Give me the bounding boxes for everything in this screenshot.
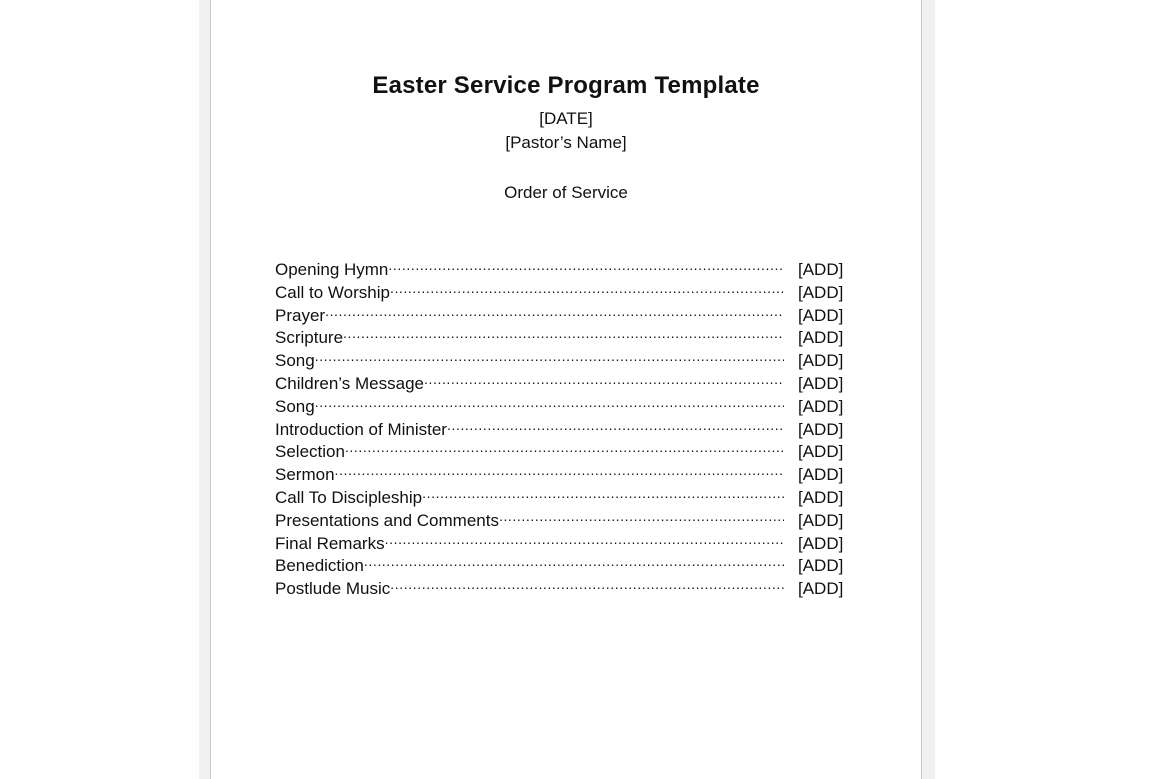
service-item-value: [ADD] xyxy=(798,373,844,393)
service-item-label: Prayer xyxy=(275,305,326,325)
date-placeholder: [DATE] xyxy=(539,109,593,128)
page-title: Easter Service Program Template xyxy=(372,72,760,99)
service-item-label: Call to Worship xyxy=(275,282,390,302)
pastor-name-placeholder: [Pastor’s Name] xyxy=(505,133,627,152)
service-item xyxy=(275,278,844,301)
service-item-label: Final Remarks xyxy=(275,533,385,553)
service-item xyxy=(275,460,844,483)
dot-leader xyxy=(388,257,784,277)
service-item-label: Song xyxy=(275,351,315,371)
order-of-service-heading: Order of Service xyxy=(504,183,628,202)
service-item-label: Opening Hymn xyxy=(275,260,389,279)
service-item-value: [ADD] xyxy=(798,579,844,599)
service-item-value: [ADD] xyxy=(798,487,844,507)
service-item xyxy=(275,506,844,529)
service-item xyxy=(275,369,844,392)
service-item-value: [ADD] xyxy=(798,305,844,325)
service-item-label: Children’s Message xyxy=(275,373,424,393)
service-item-value: [ADD] xyxy=(798,556,844,576)
service-item-label: Song xyxy=(275,396,315,416)
service-item xyxy=(275,483,844,506)
dot-leader xyxy=(385,531,784,551)
service-item-label: Benediction xyxy=(275,556,364,576)
service-item-value: [ADD] xyxy=(798,510,844,530)
dot-leader xyxy=(345,439,784,459)
service-item-value: [ADD] xyxy=(798,465,844,485)
service-item-value: [ADD] xyxy=(798,260,844,279)
dot-leader xyxy=(343,325,784,345)
order-of-service-list xyxy=(275,255,844,597)
service-item xyxy=(275,437,844,460)
document-page[interactable] xyxy=(210,0,922,779)
dot-leader xyxy=(447,417,784,437)
service-item-value: [ADD] xyxy=(798,533,844,553)
service-item-label: Postlude Music xyxy=(275,579,391,599)
service-item-label: Presentations and Comments xyxy=(275,510,499,530)
dot-leader xyxy=(390,576,784,596)
dot-leader xyxy=(315,394,784,414)
service-item xyxy=(275,301,844,324)
service-item xyxy=(275,529,844,552)
service-item-label: Introduction of Minister xyxy=(275,419,447,439)
service-item-value: [ADD] xyxy=(798,351,844,371)
service-item-label: Scripture xyxy=(275,328,344,348)
service-item xyxy=(275,551,844,574)
dot-leader xyxy=(364,553,784,573)
service-item-label: Call To Discipleship xyxy=(275,487,423,507)
service-item-label: Selection xyxy=(275,442,345,462)
service-item-value: [ADD] xyxy=(798,396,844,416)
dot-leader xyxy=(335,462,784,482)
service-item xyxy=(275,574,844,597)
service-item-label: Sermon xyxy=(275,465,335,485)
dot-leader xyxy=(315,348,784,368)
service-item xyxy=(275,255,844,278)
service-item-value: [ADD] xyxy=(798,282,844,302)
dot-leader xyxy=(390,280,784,300)
service-item-value: [ADD] xyxy=(798,328,844,348)
service-item xyxy=(275,323,844,346)
service-item-value: [ADD] xyxy=(798,419,844,439)
dot-leader xyxy=(499,508,784,528)
service-item xyxy=(275,392,844,415)
dot-leader xyxy=(325,303,784,323)
dot-leader xyxy=(424,371,784,391)
dot-leader xyxy=(422,485,784,505)
service-item xyxy=(275,415,844,438)
service-item-value: [ADD] xyxy=(798,442,844,462)
service-item xyxy=(275,346,844,369)
